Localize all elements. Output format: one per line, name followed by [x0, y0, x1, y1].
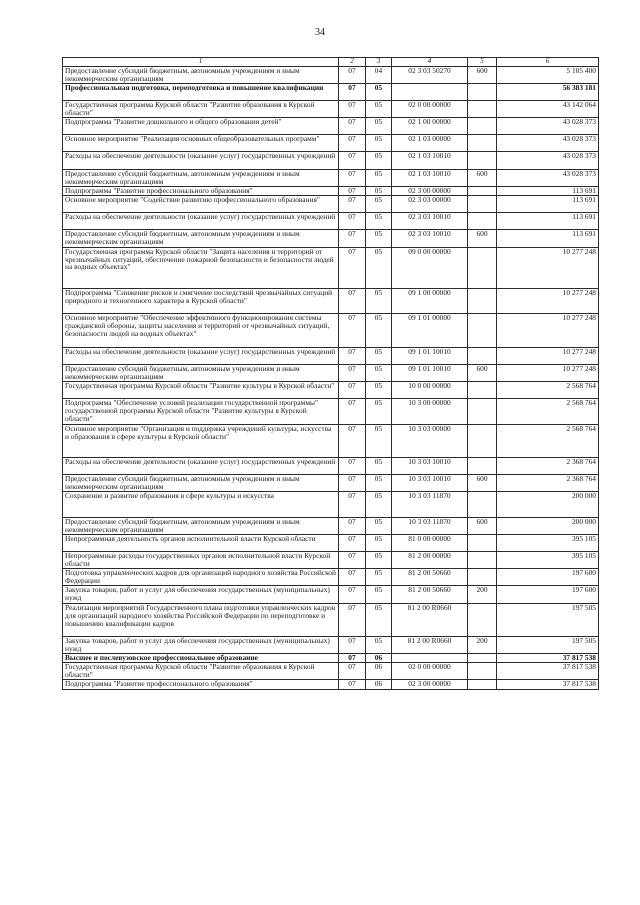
- row-amount: 43 028 373: [497, 152, 599, 169]
- row-target-article-code: 09 1 01 00000: [392, 314, 468, 347]
- row-section-code: 07: [339, 152, 366, 169]
- table-row: [63, 289, 599, 314]
- row-expense-type-code: 600: [468, 517, 497, 534]
- row-expense-type-code: [468, 247, 497, 289]
- row-description: Подготовка управленческих кадров для организаций народного хозяйства Российской Федерации: [63, 569, 339, 586]
- table-row: [63, 399, 599, 424]
- table-row: [63, 213, 599, 230]
- row-amount: 200 000: [497, 517, 599, 534]
- row-target-article-code: 10 3 03 11870: [392, 517, 468, 534]
- table-header-row: [63, 58, 599, 67]
- column-header: 6: [497, 58, 599, 67]
- row-section-code: 07: [339, 118, 366, 135]
- row-section-code: 07: [339, 100, 366, 117]
- row-amount: 56 383 181: [497, 83, 599, 100]
- row-section-code: 07: [339, 213, 366, 230]
- row-amount: 10 277 248: [497, 364, 599, 381]
- row-subsection-code: 05: [366, 314, 392, 347]
- row-description: Основное мероприятие "Содействие развитию профессионального образования": [63, 195, 339, 212]
- row-amount: 2 568 764: [497, 382, 599, 399]
- row-expense-type-code: [468, 603, 497, 636]
- row-description: Расходы на обеспечение деятельности (оказание услуг) государственных учреждений: [63, 213, 339, 230]
- row-section-code: 07: [339, 230, 366, 247]
- row-section-code: 07: [339, 382, 366, 399]
- row-subsection-code: 05: [366, 636, 392, 653]
- row-amount: 10 277 248: [497, 347, 599, 364]
- row-target-article-code: 81 2 00 R0660: [392, 603, 468, 636]
- row-subsection-code: 06: [366, 663, 392, 680]
- column-header: 4: [392, 58, 468, 67]
- table-row: [63, 100, 599, 117]
- row-target-article-code: 10 3 03 00000: [392, 424, 468, 457]
- row-subsection-code: 05: [366, 195, 392, 212]
- row-amount: 43 028 373: [497, 135, 599, 152]
- row-expense-type-code: [468, 347, 497, 364]
- row-description: Основное мероприятие "Обеспечение эффективного функционирования системы гражданской обороны, защиты населения и территорий от чрезвычайных ситуаций, безопасности людей на водных объектах": [63, 314, 339, 347]
- row-expense-type-code: [468, 195, 497, 212]
- row-section-code: 07: [339, 347, 366, 364]
- table-row: [63, 169, 599, 186]
- row-subsection-code: 05: [366, 135, 392, 152]
- row-target-article-code: [392, 83, 468, 100]
- row-subsection-code: 05: [366, 457, 392, 474]
- row-subsection-code: 05: [366, 186, 392, 195]
- row-amount: 200 000: [497, 492, 599, 517]
- row-subsection-code: 05: [366, 213, 392, 230]
- table-row: [63, 492, 599, 517]
- row-amount: 197 600: [497, 569, 599, 586]
- table-row: [63, 603, 599, 636]
- row-amount: 10 277 248: [497, 314, 599, 347]
- row-target-article-code: 02 3 03 10010: [392, 213, 468, 230]
- row-target-article-code: 10 3 03 11870: [392, 492, 468, 517]
- row-subsection-code: 05: [366, 230, 392, 247]
- row-amount: 2 568 764: [497, 399, 599, 424]
- column-header: 5: [468, 58, 497, 67]
- row-target-article-code: 10 0 00 00000: [392, 382, 468, 399]
- row-subsection-code: 05: [366, 534, 392, 551]
- row-expense-type-code: [468, 213, 497, 230]
- row-target-article-code: 81 2 00 R0660: [392, 636, 468, 653]
- row-description: Подпрограмма "Развитие профессионального образования": [63, 186, 339, 195]
- row-expense-type-code: 600: [468, 230, 497, 247]
- row-subsection-code: 05: [366, 118, 392, 135]
- row-subsection-code: 05: [366, 382, 392, 399]
- row-expense-type-code: [468, 118, 497, 135]
- row-target-article-code: [392, 654, 468, 663]
- table-row: [63, 314, 599, 347]
- row-description: Расходы на обеспечение деятельности (оказание услуг) государственных учреждений: [63, 152, 339, 169]
- row-target-article-code: 02 3 03 10010: [392, 230, 468, 247]
- row-target-article-code: 02 0 00 00000: [392, 100, 468, 117]
- row-amount: 113 691: [497, 213, 599, 230]
- row-description: Предоставление субсидий бюджетным, автономным учреждениям и иным некоммерческим организациям: [63, 230, 339, 247]
- row-section-code: 07: [339, 457, 366, 474]
- table-row: [63, 457, 599, 474]
- row-subsection-code: 05: [366, 83, 392, 100]
- row-subsection-code: 05: [366, 424, 392, 457]
- row-amount: 37 817 538: [497, 663, 599, 680]
- row-section-code: 07: [339, 586, 366, 603]
- row-section-code: 07: [339, 289, 366, 314]
- table-row: [63, 247, 599, 289]
- table-row: [63, 83, 599, 100]
- row-description: Расходы на обеспечение деятельности (оказание услуг) государственных учреждений: [63, 457, 339, 474]
- row-target-article-code: 02 1 03 10010: [392, 152, 468, 169]
- row-amount: 2 368 764: [497, 475, 599, 492]
- row-target-article-code: 81 0 00 00000: [392, 534, 468, 551]
- table-row: [63, 636, 599, 653]
- row-section-code: 07: [339, 399, 366, 424]
- row-subsection-code: 05: [366, 603, 392, 636]
- row-description: Подпрограмма "Развитие дошкольного и общего образования детей": [63, 118, 339, 135]
- table-row: [63, 382, 599, 399]
- row-amount: 197 600: [497, 586, 599, 603]
- row-expense-type-code: [468, 424, 497, 457]
- row-expense-type-code: [468, 289, 497, 314]
- row-expense-type-code: 600: [468, 475, 497, 492]
- row-target-article-code: 02 1 03 00000: [392, 135, 468, 152]
- row-subsection-code: 05: [366, 169, 392, 186]
- row-amount: 2 368 764: [497, 457, 599, 474]
- row-target-article-code: 02 1 00 00000: [392, 118, 468, 135]
- row-section-code: 07: [339, 66, 366, 83]
- row-subsection-code: 05: [366, 586, 392, 603]
- table-row: [63, 135, 599, 152]
- row-section-code: 07: [339, 364, 366, 381]
- column-header: 1: [63, 58, 339, 67]
- row-description: Непрограммные расходы государственных органов исполнительной власти Курской области: [63, 552, 339, 569]
- row-target-article-code: 81 2 00 00000: [392, 552, 468, 569]
- row-expense-type-code: 600: [468, 66, 497, 83]
- row-description: Основное мероприятие "Организация и поддержка учреждений культуры, искусства и образования в сфере культуры в Курской области": [63, 424, 339, 457]
- row-expense-type-code: [468, 680, 497, 689]
- table-row: [63, 517, 599, 534]
- row-subsection-code: 05: [366, 364, 392, 381]
- table-row: [63, 186, 599, 195]
- table-row: [63, 118, 599, 135]
- row-description: Расходы на обеспечение деятельности (оказание услуг) государственных учреждений: [63, 347, 339, 364]
- row-amount: 37 817 538: [497, 680, 599, 689]
- row-expense-type-code: [468, 100, 497, 117]
- row-amount: 10 277 248: [497, 289, 599, 314]
- row-expense-type-code: [468, 654, 497, 663]
- row-section-code: 07: [339, 247, 366, 289]
- row-section-code: 07: [339, 492, 366, 517]
- row-expense-type-code: [468, 314, 497, 347]
- row-target-article-code: 02 3 00 00000: [392, 186, 468, 195]
- row-amount: 43 028 373: [497, 169, 599, 186]
- row-section-code: 07: [339, 475, 366, 492]
- row-subsection-code: 05: [366, 289, 392, 314]
- row-target-article-code: 09 1 01 10010: [392, 347, 468, 364]
- row-amount: 395 105: [497, 552, 599, 569]
- column-header: 2: [339, 58, 366, 67]
- row-target-article-code: 02 1 03 10010: [392, 169, 468, 186]
- row-section-code: 07: [339, 186, 366, 195]
- row-target-article-code: 02 3 03 00000: [392, 195, 468, 212]
- row-description: Предоставление субсидий бюджетным, автономным учреждениям и иным некоммерческим организациям: [63, 66, 339, 83]
- table-row: [63, 569, 599, 586]
- row-subsection-code: 05: [366, 569, 392, 586]
- row-description: Профессиональная подготовка, переподготовка и повышение квалификации: [63, 83, 339, 100]
- row-subsection-code: 05: [366, 100, 392, 117]
- row-description: Сохранение и развитие образования в сфере культуры и искусства: [63, 492, 339, 517]
- row-section-code: 07: [339, 314, 366, 347]
- row-description: Непрограммная деятельность органов исполнительной власти Курской области: [63, 534, 339, 551]
- row-subsection-code: 04: [366, 66, 392, 83]
- table-row: [63, 475, 599, 492]
- row-section-code: 07: [339, 636, 366, 653]
- row-subsection-code: 05: [366, 247, 392, 289]
- row-description: Государственная программа Курской области "Развитие образования в Курской области": [63, 663, 339, 680]
- row-description: Государственная программа Курской области "Развитие образования в Курской области": [63, 100, 339, 117]
- row-section-code: 07: [339, 654, 366, 663]
- table-row: [63, 663, 599, 680]
- table-row: [63, 680, 599, 689]
- row-section-code: 07: [339, 663, 366, 680]
- row-description: Предоставление субсидий бюджетным, автономным учреждениям и иным некоммерческим организациям: [63, 517, 339, 534]
- row-target-article-code: 10 3 03 10010: [392, 457, 468, 474]
- row-description: Государственная программа Курской области "Развитие культуры в Курской области": [63, 382, 339, 399]
- row-expense-type-code: 600: [468, 364, 497, 381]
- row-subsection-code: 05: [366, 475, 392, 492]
- row-section-code: 07: [339, 569, 366, 586]
- table-row: [63, 152, 599, 169]
- row-expense-type-code: [468, 552, 497, 569]
- row-description: Основное мероприятие "Реализация основных общеобразовательных программ": [63, 135, 339, 152]
- table-row: [63, 654, 599, 663]
- page-number: 34: [315, 27, 325, 38]
- row-amount: 10 277 248: [497, 247, 599, 289]
- row-description: Подпрограмма "Обеспечение условий реализации государственной программы" государственной программы Курской области "Развитие культуры в Курской области": [63, 399, 339, 424]
- table-row: [63, 66, 599, 83]
- row-amount: 43 142 064: [497, 100, 599, 117]
- row-amount: 37 817 538: [497, 654, 599, 663]
- row-description: Закупка товаров, работ и услуг для обеспечения государственных (муниципальных) нужд: [63, 586, 339, 603]
- row-target-article-code: 09 1 01 10010: [392, 364, 468, 381]
- row-target-article-code: 09 1 00 00000: [392, 289, 468, 314]
- row-subsection-code: 05: [366, 347, 392, 364]
- row-description: Подпрограмма "Развитие профессионального образования": [63, 680, 339, 689]
- column-header: 3: [366, 58, 392, 67]
- row-expense-type-code: [468, 534, 497, 551]
- table-row: [63, 347, 599, 364]
- row-expense-type-code: [468, 492, 497, 517]
- row-expense-type-code: 600: [468, 169, 497, 186]
- row-amount: 395 105: [497, 534, 599, 551]
- table-row: [63, 364, 599, 381]
- row-expense-type-code: 200: [468, 586, 497, 603]
- row-subsection-code: 05: [366, 152, 392, 169]
- row-subsection-code: 05: [366, 492, 392, 517]
- row-description: Закупка товаров, работ и услуг для обеспечения государственных (муниципальных) нужд: [63, 636, 339, 653]
- row-section-code: 07: [339, 169, 366, 186]
- row-amount: 2 568 764: [497, 424, 599, 457]
- table-row: [63, 534, 599, 551]
- row-amount: 197 505: [497, 636, 599, 653]
- row-amount: 113 691: [497, 186, 599, 195]
- row-amount: 197 505: [497, 603, 599, 636]
- row-description: Государственная программа Курской области "Защита населения и территорий от чрезвычайных ситуаций, обеспечение пожарной безопасности и безопасности людей на водных объектах": [63, 247, 339, 289]
- table-row: [63, 230, 599, 247]
- row-expense-type-code: [468, 663, 497, 680]
- table-row: [63, 195, 599, 212]
- row-expense-type-code: [468, 382, 497, 399]
- row-section-code: 07: [339, 680, 366, 689]
- row-description: Предоставление субсидий бюджетным, автономным учреждениям и иным некоммерческим организациям: [63, 475, 339, 492]
- row-section-code: 07: [339, 135, 366, 152]
- row-expense-type-code: [468, 152, 497, 169]
- row-section-code: 07: [339, 534, 366, 551]
- row-section-code: 07: [339, 552, 366, 569]
- row-section-code: 07: [339, 83, 366, 100]
- row-description: Предоставление субсидий бюджетным, автономным учреждениям и иным некоммерческим организациям: [63, 169, 339, 186]
- row-description: Реализация мероприятий Государственного плана подготовки управленческих кадров для организаций народного хозяйства Российской Федерации по переподготовке и повышению квалификации кадров: [63, 603, 339, 636]
- table-row: [63, 586, 599, 603]
- row-target-article-code: 02 3 00 00000: [392, 680, 468, 689]
- row-subsection-code: 06: [366, 680, 392, 689]
- table-row: [63, 424, 599, 457]
- row-expense-type-code: [468, 569, 497, 586]
- row-target-article-code: 10 3 03 10010: [392, 475, 468, 492]
- budget-table: [62, 57, 599, 690]
- row-subsection-code: 06: [366, 654, 392, 663]
- row-target-article-code: 81 2 00 50660: [392, 569, 468, 586]
- row-description: Высшее и послевузовское профессиональное образование: [63, 654, 339, 663]
- row-expense-type-code: [468, 83, 497, 100]
- row-amount: 43 028 373: [497, 118, 599, 135]
- row-target-article-code: 81 2 00 50660: [392, 586, 468, 603]
- row-target-article-code: 09 0 00 00000: [392, 247, 468, 289]
- table-row: [63, 552, 599, 569]
- row-target-article-code: 10 3 00 00000: [392, 399, 468, 424]
- row-description: Предоставление субсидий бюджетным, автономным учреждениям и иным некоммерческим организациям: [63, 364, 339, 381]
- row-section-code: 07: [339, 517, 366, 534]
- row-section-code: 07: [339, 195, 366, 212]
- row-expense-type-code: [468, 399, 497, 424]
- row-section-code: 07: [339, 424, 366, 457]
- row-amount: 113 691: [497, 195, 599, 212]
- table-body: [63, 66, 599, 689]
- row-expense-type-code: [468, 186, 497, 195]
- row-amount: 5 105 400: [497, 66, 599, 83]
- row-amount: 113 691: [497, 230, 599, 247]
- row-expense-type-code: [468, 457, 497, 474]
- row-expense-type-code: 200: [468, 636, 497, 653]
- row-subsection-code: 05: [366, 517, 392, 534]
- row-description: Подпрограмма "Снижение рисков и смягчение последствий чрезвычайных ситуаций природного и техногенного характера в Курской области": [63, 289, 339, 314]
- row-subsection-code: 05: [366, 399, 392, 424]
- row-section-code: 07: [339, 603, 366, 636]
- row-target-article-code: 02 0 00 00000: [392, 663, 468, 680]
- row-target-article-code: 02 3 03 50270: [392, 66, 468, 83]
- row-subsection-code: 05: [366, 552, 392, 569]
- row-expense-type-code: [468, 135, 497, 152]
